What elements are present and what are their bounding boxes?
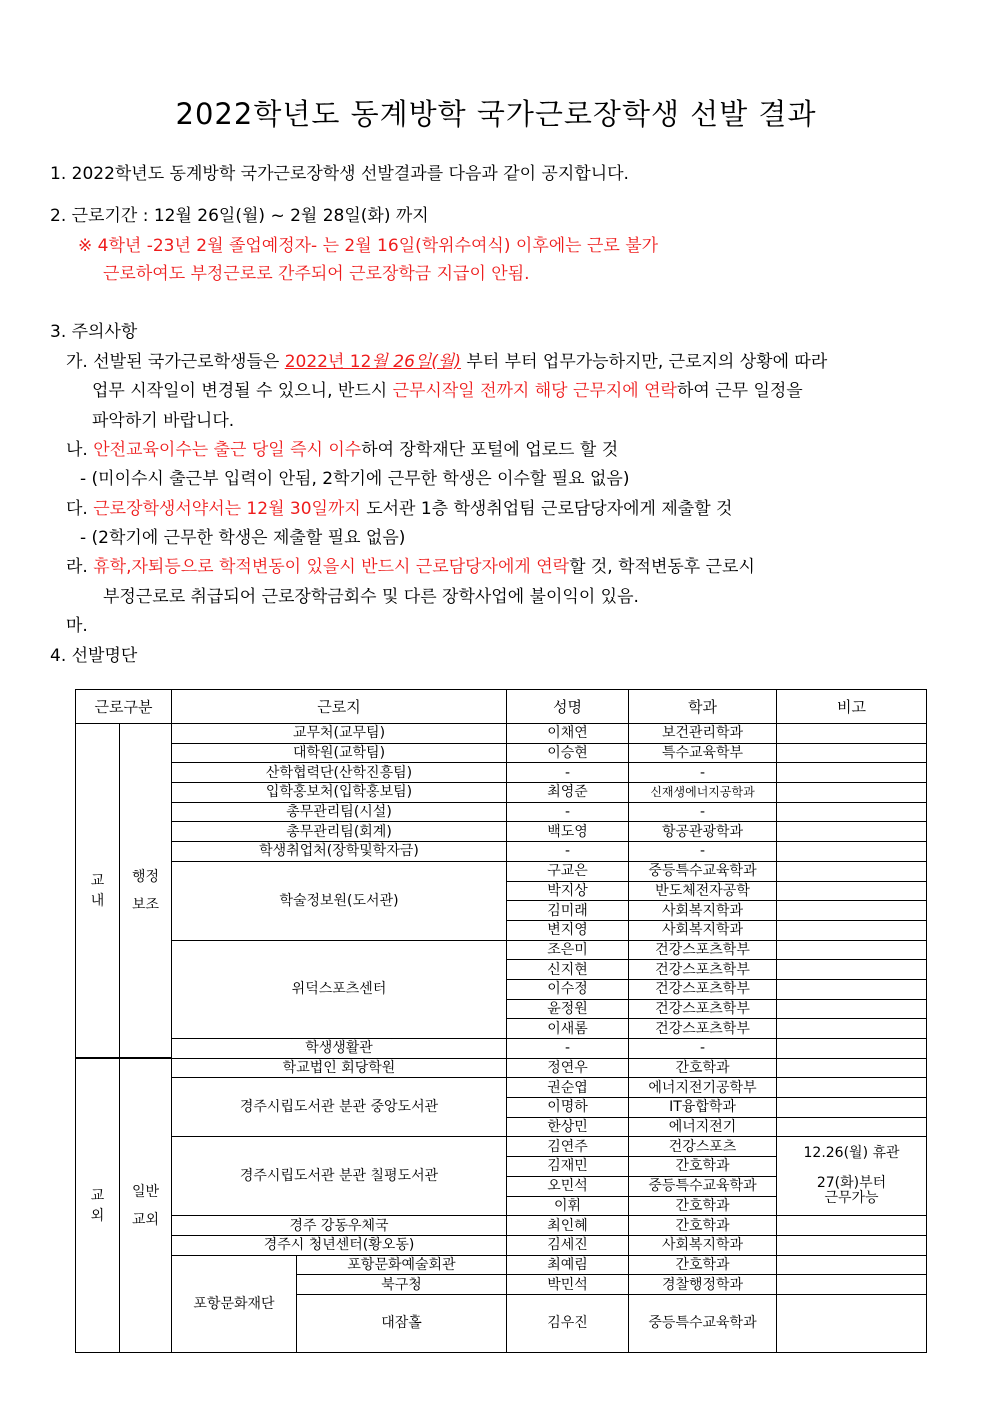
note-cell <box>777 861 927 881</box>
table-row <box>76 861 927 881</box>
dept-cell: 중등특수교육학과 <box>629 861 777 881</box>
note-cell <box>777 881 927 901</box>
table-row <box>76 1216 927 1236</box>
table-row <box>76 1058 927 1078</box>
caution-da <box>66 498 732 520</box>
place-cell-chilpyeong-library: 경주시립도서관 분관 칠평도서관 <box>172 1137 507 1216</box>
dept-cell: 간호학과 <box>629 1216 777 1236</box>
table-row <box>76 1137 927 1157</box>
notice-item-1: 1. 2022학년도 동계방학 국가근로장학생 선발결과를 다음과 같이 공지합니다. <box>50 164 629 184</box>
place-cell: 총무관리팀(시설) <box>172 802 507 822</box>
name-cell: 신지현 <box>507 960 629 980</box>
dept-cell: 사회복지학과 <box>629 901 777 921</box>
name-cell: 이승현 <box>507 743 629 763</box>
note-cell <box>777 1058 927 1078</box>
table-row <box>76 783 927 803</box>
place-cell: 경주시 청년센터(황오동) <box>172 1235 507 1255</box>
caution-na-label: 나. <box>66 440 94 460</box>
table-row <box>76 802 927 822</box>
place-cell: 학교법인 회당학원 <box>172 1058 507 1078</box>
caution-ra <box>66 556 755 578</box>
caution-ga-date-b: 월 26일(월) <box>371 352 461 372</box>
caution-na-emph: 안전교육이수는 출근 당일 즉시 이수 <box>93 440 362 460</box>
caution-ga-line2 <box>92 380 803 402</box>
place-cell: 경주 강동우체국 <box>172 1216 507 1236</box>
closure-note: 12.26(월) 휴관 27(화)부터 근무가능 <box>777 1137 927 1216</box>
dept-cell: 에너지전기 <box>629 1117 777 1137</box>
place-cell: 학생생활관 <box>172 1039 507 1059</box>
caution-ga2-text-end: 하여 근무 일정을 <box>676 381 803 401</box>
note-cell <box>777 1216 927 1236</box>
dept-cell: - <box>629 842 777 862</box>
note-cell <box>777 842 927 862</box>
name-cell: 최영준 <box>507 783 629 803</box>
table-row <box>76 940 927 960</box>
name-cell: 구교은 <box>507 861 629 881</box>
name-cell: 오민석 <box>507 1176 629 1196</box>
caution-da-label: 다. <box>66 499 94 519</box>
dept-cell: - <box>629 802 777 822</box>
note-cell <box>777 1078 927 1098</box>
name-cell: 이새롬 <box>507 1019 629 1039</box>
dept-cell: 건강스포츠학부 <box>629 979 777 999</box>
dept-cell: 건강스포츠학부 <box>629 1019 777 1039</box>
place-cell-pohang-foundation: 포항문화재단 <box>172 1255 297 1352</box>
place-cell-central-library: 경주시립도서관 분관 중앙도서관 <box>172 1078 507 1137</box>
note-cell <box>777 999 927 1019</box>
table-row <box>76 743 927 763</box>
group-on-campus: 교 내 <box>76 724 120 1059</box>
dept-cell: 중등특수교육학과 <box>629 1176 777 1196</box>
table-row <box>76 1255 927 1275</box>
notice-item-2-warning-cont: 근로하여도 부정근로로 간주되어 근로장학금 지급이 안됨. <box>103 264 530 284</box>
note-cell <box>777 1235 927 1255</box>
name-cell: 김재민 <box>507 1157 629 1177</box>
dept-cell: 간호학과 <box>629 1255 777 1275</box>
notice-item-4: 4. 선발명단 <box>50 646 138 666</box>
dept-cell: 간호학과 <box>629 1196 777 1216</box>
dept-cell: 반도체전자공학 <box>629 881 777 901</box>
caution-na-sub: - (미이수시 출근부 입력이 안됨, 2학기에 근무한 학생은 이수할 필요 없음) <box>80 469 630 489</box>
dept-cell: 사회복지학과 <box>629 920 777 940</box>
notice-item-3: 3. 주의사항 <box>50 322 138 342</box>
selection-table <box>75 689 927 1353</box>
table-row <box>76 1039 927 1059</box>
note-cell <box>777 1255 927 1275</box>
note-cell <box>777 960 927 980</box>
caution-ga-date <box>285 352 461 372</box>
dept-cell: - <box>629 1039 777 1059</box>
table-row <box>76 763 927 783</box>
dept-cell: 건강스포츠학부 <box>629 999 777 1019</box>
name-cell: - <box>507 763 629 783</box>
page-title: 2022학년도 동계방학 국가근로장학생 선발 결과 <box>175 97 817 131</box>
caution-da-sub: - (2학기에 근무한 학생은 제출할 필요 없음) <box>80 528 406 548</box>
dept-cell: 특수교육학부 <box>629 743 777 763</box>
name-cell: 최인혜 <box>507 1216 629 1236</box>
place-cell: 대학원(교학팀) <box>172 743 507 763</box>
dept-cell: 중등특수교육학과 <box>629 1294 777 1352</box>
caution-ra-emph: 휴학,자퇴등으로 학적변동이 있을시 반드시 근로담당자에게 연락 <box>93 557 570 577</box>
header-note: 비고 <box>777 690 927 724</box>
name-cell: 조은미 <box>507 940 629 960</box>
header-name: 성명 <box>507 690 629 724</box>
note-cell <box>777 783 927 803</box>
name-cell: 박지상 <box>507 881 629 901</box>
name-cell: - <box>507 842 629 862</box>
caution-ma: 마. <box>66 616 88 636</box>
name-cell: - <box>507 802 629 822</box>
note-cell <box>777 822 927 842</box>
name-cell: 김우진 <box>507 1294 629 1352</box>
name-cell: 권순엽 <box>507 1078 629 1098</box>
subgroup-general-off-campus: 일반 교외 <box>120 1058 172 1352</box>
header-dept: 학과 <box>629 690 777 724</box>
dept-cell: 경찰행정학과 <box>629 1275 777 1295</box>
note-cell <box>777 1275 927 1295</box>
subplace-cell: 북구청 <box>297 1275 507 1295</box>
dept-cell: 신재생에너지공학과 <box>629 783 777 803</box>
name-cell: 김미래 <box>507 901 629 921</box>
caution-na-text: 하여 장학재단 포털에 업로드 할 것 <box>361 440 619 460</box>
name-cell: 김세진 <box>507 1235 629 1255</box>
group-off-campus: 교 외 <box>76 1058 120 1352</box>
name-cell: 한상민 <box>507 1117 629 1137</box>
note-cell <box>777 802 927 822</box>
dept-cell: 사회복지학과 <box>629 1235 777 1255</box>
caution-ga-line3: 파악하기 바랍니다. <box>92 411 235 431</box>
caution-ga-text-end: 부터 부터 업무가능하지만, 근로지의 상황에 따라 <box>461 352 828 372</box>
subgroup-admin-support: 행정 보조 <box>120 724 172 1059</box>
dept-cell: 간호학과 <box>629 1157 777 1177</box>
place-cell: 총무관리팀(회계) <box>172 822 507 842</box>
place-cell: 산학협력단(산학진흥팀) <box>172 763 507 783</box>
note-cell <box>777 1098 927 1118</box>
dept-cell: 항공관광학과 <box>629 822 777 842</box>
name-cell: 윤정원 <box>507 999 629 1019</box>
name-cell: 김연주 <box>507 1137 629 1157</box>
caution-ra-text: 할 것, 학적변동후 근로시 <box>569 557 755 577</box>
note-cell <box>777 724 927 744</box>
dept-cell: 에너지전기공학부 <box>629 1078 777 1098</box>
header-type: 근로구분 <box>76 690 172 724</box>
table-row <box>76 1235 927 1255</box>
dept-cell: 건강스포츠 <box>629 1137 777 1157</box>
name-cell: 박민석 <box>507 1275 629 1295</box>
subplace-cell: 포항문화예술회관 <box>297 1255 507 1275</box>
notice-item-2: 2. 근로기간 : 12월 26일(월) ~ 2월 28일(화) 까지 <box>50 206 429 226</box>
note-cell <box>777 1294 927 1352</box>
note-cell <box>777 743 927 763</box>
caution-ra-line2: 부정근로로 취급되어 근로장학금회수 및 다른 장학사업에 불이익이 있음. <box>103 587 639 607</box>
caution-ra-label: 라. <box>66 557 94 577</box>
place-cell: 교무처(교무팀) <box>172 724 507 744</box>
note-cell <box>777 1019 927 1039</box>
name-cell: 이휘 <box>507 1196 629 1216</box>
dept-cell: 건강스포츠학부 <box>629 960 777 980</box>
name-cell: 정연우 <box>507 1058 629 1078</box>
caution-ga2-emph: 근무시작일 전까지 해당 근무지에 연락 <box>392 381 677 401</box>
dept-cell: IT융합학과 <box>629 1098 777 1118</box>
caution-ga-text: 가. 선발된 국가근로학생들은 <box>66 352 285 372</box>
dept-cell: 간호학과 <box>629 1058 777 1078</box>
note-cell <box>777 940 927 960</box>
place-cell: 입학홍보처(입학홍보팀) <box>172 783 507 803</box>
table-row <box>76 1078 927 1098</box>
header-place: 근로지 <box>172 690 507 724</box>
notice-item-2-warning: ※ 4학년 -23년 2월 졸업예정자- 는 2월 16일(학위수여식) 이후에는 근로 불가 <box>78 236 659 256</box>
note-cell <box>777 1039 927 1059</box>
place-cell-library: 학술정보원(도서관) <box>172 861 507 940</box>
dept-cell: - <box>629 763 777 783</box>
dept-cell: 건강스포츠학부 <box>629 940 777 960</box>
note-cell <box>777 763 927 783</box>
caution-da-emph: 근로장학생서약서는 12월 30일까지 <box>93 499 361 519</box>
note-cell <box>777 1117 927 1137</box>
caution-da-text: 도서관 1층 학생취업팀 근로담당자에게 제출할 것 <box>360 499 733 519</box>
name-cell: 최예림 <box>507 1255 629 1275</box>
table-row <box>76 822 927 842</box>
caution-na <box>66 439 618 461</box>
place-cell-sports-center: 위덕스포츠센터 <box>172 940 507 1038</box>
name-cell: 이채연 <box>507 724 629 744</box>
note-cell <box>777 979 927 999</box>
table-header-row <box>76 690 927 724</box>
table-row <box>76 724 927 744</box>
name-cell: 이수정 <box>507 979 629 999</box>
dept-cell: 보건관리학과 <box>629 724 777 744</box>
caution-ga-date-a: 2022년 12 <box>284 352 372 372</box>
name-cell: 이명하 <box>507 1098 629 1118</box>
name-cell: - <box>507 1039 629 1059</box>
note-cell <box>777 901 927 921</box>
table-row <box>76 842 927 862</box>
note-cell <box>777 920 927 940</box>
caution-ga <box>66 351 827 373</box>
subplace-cell: 대잠홀 <box>297 1294 507 1352</box>
name-cell: 변지영 <box>507 920 629 940</box>
place-cell: 학생취업처(장학및학자금) <box>172 842 507 862</box>
caution-ga2-text: 업무 시작일이 변경될 수 있으니, 반드시 <box>92 381 393 401</box>
name-cell: 백도영 <box>507 822 629 842</box>
